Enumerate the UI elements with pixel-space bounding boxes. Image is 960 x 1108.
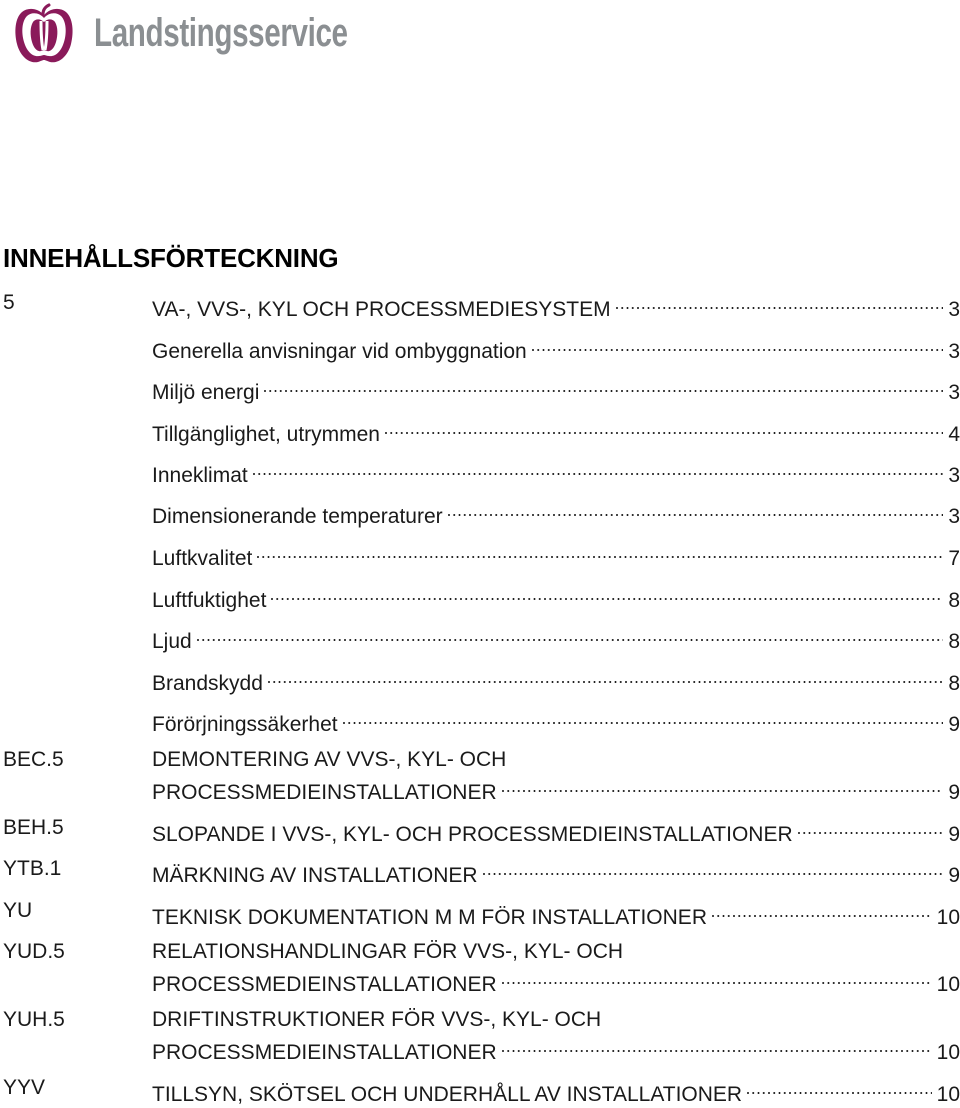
dot-leader — [502, 1033, 932, 1059]
toc-page: 3 — [948, 298, 960, 321]
toc-page: 8 — [948, 589, 960, 612]
toc-code: YUD.5 — [3, 940, 65, 963]
dot-leader — [532, 332, 944, 358]
toc-page: 10 — [936, 1083, 960, 1106]
toc-title: PROCESSMEDIEINSTALLATIONER — [152, 1041, 497, 1064]
toc-title: SLOPANDE I VVS-, KYL- OCH PROCESSMEDIEINSTALLATIONER — [152, 823, 793, 846]
toc-title-line1: DRIFTINSTRUKTIONER FÖR VVS-, KYL- OCH — [152, 1008, 602, 1031]
toc-title: TEKNISK DOKUMENTATION M M FÖR INSTALLATIONER — [152, 906, 707, 929]
toc-title: Ljud — [152, 630, 192, 653]
dot-leader — [271, 581, 943, 607]
toc-page: 8 — [948, 630, 960, 653]
toc-page: 10 — [936, 1041, 960, 1064]
toc-title: Luftfuktighet — [152, 589, 267, 612]
toc-page: 3 — [948, 340, 960, 363]
toc-title: VA-, VVS-, KYL OCH PROCESSMEDIESYSTEM — [152, 298, 611, 321]
toc-title: TILLSYN, SKÖTSEL OCH UNDERHÅLL AV INSTALLATIONER — [152, 1083, 743, 1106]
dot-leader — [798, 815, 944, 841]
dot-leader — [502, 965, 932, 991]
dot-leader — [253, 456, 944, 482]
dot-leader — [747, 1075, 932, 1101]
apple-mark-icon — [12, 2, 76, 66]
toc-code: YYV — [3, 1076, 46, 1099]
toc-page: 9 — [948, 713, 960, 736]
toc-title: MÄRKNING AV INSTALLATIONER — [152, 864, 478, 887]
toc-page: 10 — [936, 973, 960, 996]
toc-title: PROCESSMEDIEINSTALLATIONER — [152, 781, 497, 804]
toc-title-line1: DEMONTERING AV VVS-, KYL- OCH — [152, 748, 507, 771]
logo-text: Landstingsservice — [94, 11, 348, 55]
toc-page: 7 — [948, 547, 960, 570]
toc-code: BEH.5 — [3, 816, 64, 839]
toc-page: 9 — [948, 823, 960, 846]
dot-leader — [268, 664, 943, 690]
toc-title: PROCESSMEDIEINSTALLATIONER — [152, 973, 497, 996]
toc-page: 3 — [948, 381, 960, 404]
toc-page: 4 — [948, 423, 960, 446]
toc-page: 9 — [948, 864, 960, 887]
toc-title: Generella anvisningar vid ombyggnation — [152, 340, 527, 363]
toc-code: BEC.5 — [3, 748, 64, 771]
dot-leader — [343, 705, 944, 731]
toc-code: YTB.1 — [3, 857, 62, 880]
dot-leader — [448, 497, 944, 523]
toc-page: 10 — [936, 906, 960, 929]
dot-leader — [483, 856, 944, 882]
toc-title: Inneklimat — [152, 464, 248, 487]
toc-title: Förörjningssäkerhet — [152, 713, 338, 736]
toc-page: 3 — [948, 505, 960, 528]
dot-leader — [616, 290, 944, 316]
toc-code: 5 — [3, 291, 15, 314]
toc-title: Brandskydd — [152, 672, 263, 695]
toc-code: YU — [3, 899, 33, 922]
toc-heading: INNEHÅLLSFÖRTECKNING — [3, 243, 339, 273]
dot-leader — [502, 773, 944, 799]
dot-leader — [385, 415, 943, 441]
toc-title: Luftkvalitet — [152, 547, 253, 570]
toc-title: Miljö energi — [152, 381, 260, 404]
header — [12, 2, 432, 68]
toc-code: YUH.5 — [3, 1008, 65, 1031]
dot-leader — [257, 539, 943, 565]
toc-page: 8 — [948, 672, 960, 695]
toc-page: 3 — [948, 464, 960, 487]
toc-title: Dimensionerande temperaturer — [152, 505, 443, 528]
dot-leader — [264, 373, 943, 399]
toc-title-line1: RELATIONSHANDLINGAR FÖR VVS-, KYL- OCH — [152, 940, 624, 963]
toc-page: 9 — [948, 781, 960, 804]
dot-leader — [197, 622, 944, 648]
toc-title: Tillgänglighet, utrymmen — [152, 423, 380, 446]
dot-leader — [712, 898, 932, 924]
